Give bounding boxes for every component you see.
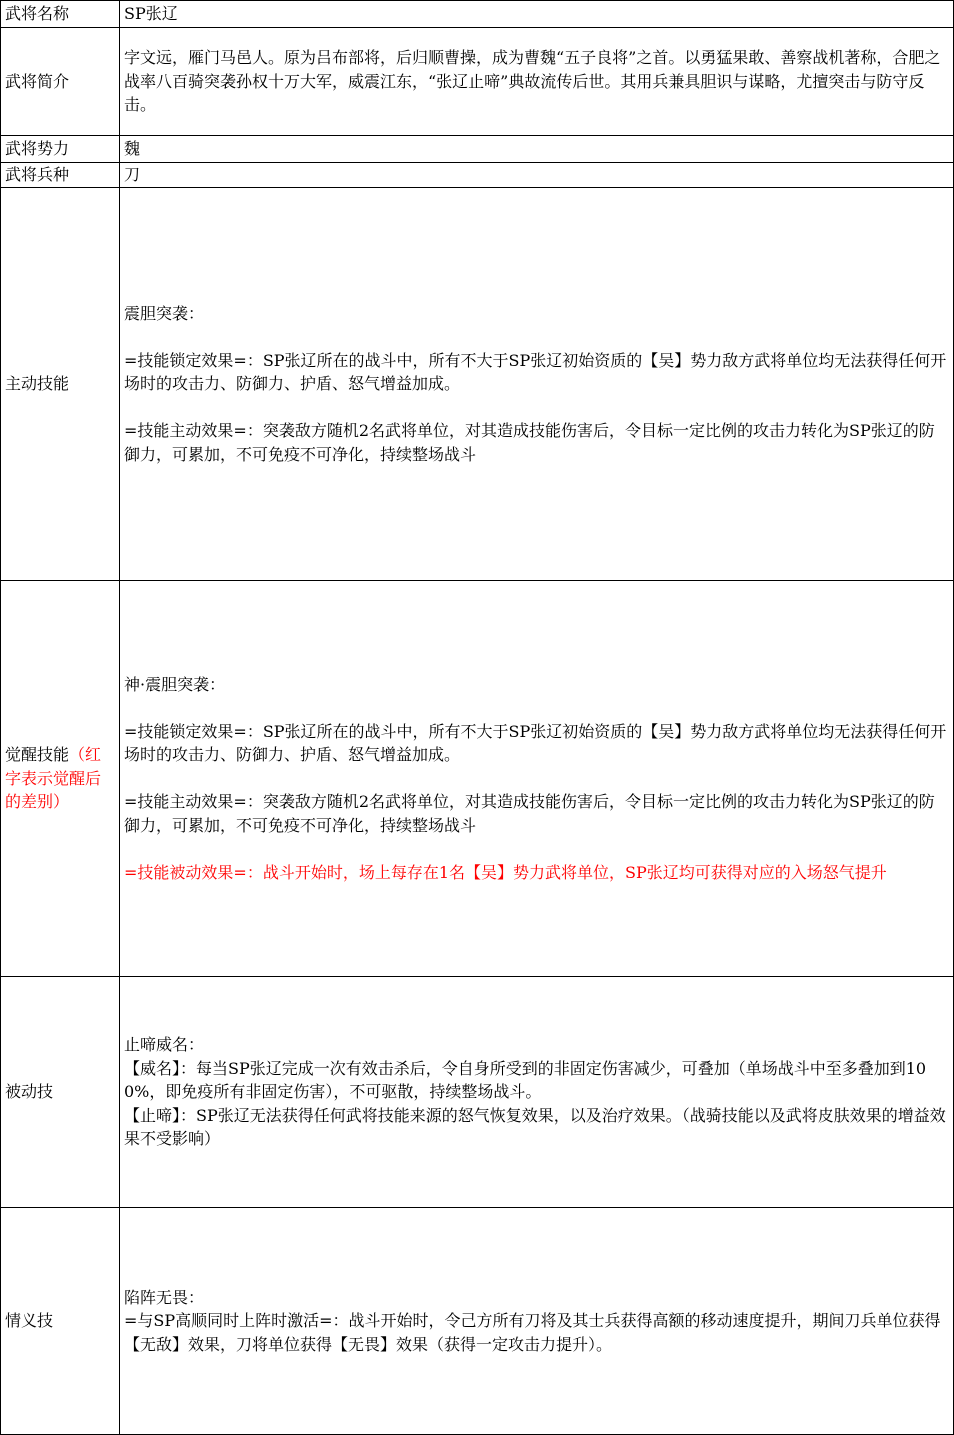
- hero-faction-value: 魏: [120, 136, 954, 163]
- passive-skill-cell: [120, 977, 954, 1208]
- hero-troop-label: 武将兵种: [1, 163, 120, 188]
- awaken-skill-lock-effect: =技能锁定效果=：SP张辽所在的战斗中，所有不大于SP张辽初始资质的【吴】势力敌方武将单位均无法获得任何开场时的攻击力、防御力、护盾、怒气增益加成。: [124, 721, 947, 765]
- row-hero-name: [1, 1, 954, 28]
- active-skill-title: 震胆突袭：: [124, 303, 205, 323]
- bond-skill-title: 陷阵无畏：: [124, 1287, 205, 1307]
- spacer: [124, 696, 949, 720]
- awaken-skill-label-note: （红字表示觉醒后的差别）: [5, 745, 102, 812]
- spacer: [124, 396, 949, 420]
- active-skill-label: 主动技能: [1, 188, 120, 581]
- hero-faction-label: 武将势力: [1, 136, 120, 163]
- bond-skill-label: 情义技: [1, 1208, 120, 1435]
- awaken-skill-active-effect: =技能主动效果=：突袭敌方随机2名武将单位，对其造成技能伤害后，令目标一定比例的攻击力转化为SP张辽的防御力，可累加，不可免疫不可净化，持续整场战斗: [124, 792, 935, 835]
- hero-intro-label: 武将简介: [1, 28, 120, 136]
- passive-skill-line-weiming: 【威名】：每当SP张辽完成一次有效击杀后，令自身所受到的非固定伤害减少，可叠加（单场战斗中至多叠加到100%，即免疫所有非固定伤害），不可驱散，持续整场战斗。: [124, 1058, 927, 1102]
- spacer: [124, 767, 949, 791]
- row-bond-skill: [1, 1208, 954, 1435]
- hero-intro-value: 字文远，雁门马邑人。原为吕布部将，后归顺曹操，成为曹魏“五子良将”之首。以勇猛果敢、善察战机著称，合肥之战率八百骑突袭孙权十万大军，威震江东，“张辽止啼”典故流传后世。其用兵兼具胆识与谋略，尤擅突击与防守反击。: [120, 28, 954, 136]
- row-hero-intro: [1, 28, 954, 136]
- awaken-skill-label-cell: [1, 581, 120, 977]
- row-awaken-skill: [1, 581, 954, 977]
- active-skill-active-effect: =技能主动效果=：突袭敌方随机2名武将单位，对其造成技能伤害后，令目标一定比例的攻击力转化为SP张辽的防御力，可累加，不可免疫不可净化，持续整场战斗: [124, 421, 935, 464]
- row-hero-faction: [1, 136, 954, 163]
- bond-skill-effect: =与SP高顺同时上阵时激活=：战斗开始时，令己方所有刀将及其士兵获得高额的移动速度提升，期间刀兵单位获得【无敌】效果，刀将单位获得【无畏】效果（获得一定攻击力提升）。: [124, 1311, 941, 1354]
- active-skill-lock-effect: =技能锁定效果=：SP张辽所在的战斗中，所有不大于SP张辽初始资质的【吴】势力敌方武将单位均无法获得任何开场时的攻击力、防御力、护盾、怒气增益加成。: [124, 350, 947, 394]
- row-passive-skill: [1, 977, 954, 1208]
- row-active-skill: [1, 188, 954, 581]
- awaken-skill-label: 觉醒技能: [5, 745, 70, 765]
- passive-skill-line-zhiti: 【止啼】：SP张辽无法获得任何武将技能来源的怒气恢复效果，以及治疗效果。（战骑技能以及武将皮肤效果的增益效果不受影响）: [124, 1105, 946, 1149]
- awaken-skill-passive-effect: =技能被动效果=：战斗开始时，场上每存在1名【吴】势力武将单位，SP张辽均可获得对应的入场怒气提升: [124, 862, 887, 882]
- hero-name-value: SP张辽: [120, 1, 954, 28]
- spacer: [124, 325, 949, 349]
- row-hero-troop: [1, 163, 954, 188]
- bond-skill-cell: [120, 1208, 954, 1435]
- spacer: [124, 837, 949, 861]
- hero-troop-value: 刀: [120, 163, 954, 188]
- passive-skill-title: 止啼威名：: [124, 1035, 205, 1055]
- hero-name-label: 武将名称: [1, 1, 120, 28]
- passive-skill-label: 被动技: [1, 977, 120, 1208]
- awaken-skill-cell: [120, 581, 954, 977]
- active-skill-cell: [120, 188, 954, 581]
- awaken-skill-title: 神·震胆突袭：: [124, 674, 226, 694]
